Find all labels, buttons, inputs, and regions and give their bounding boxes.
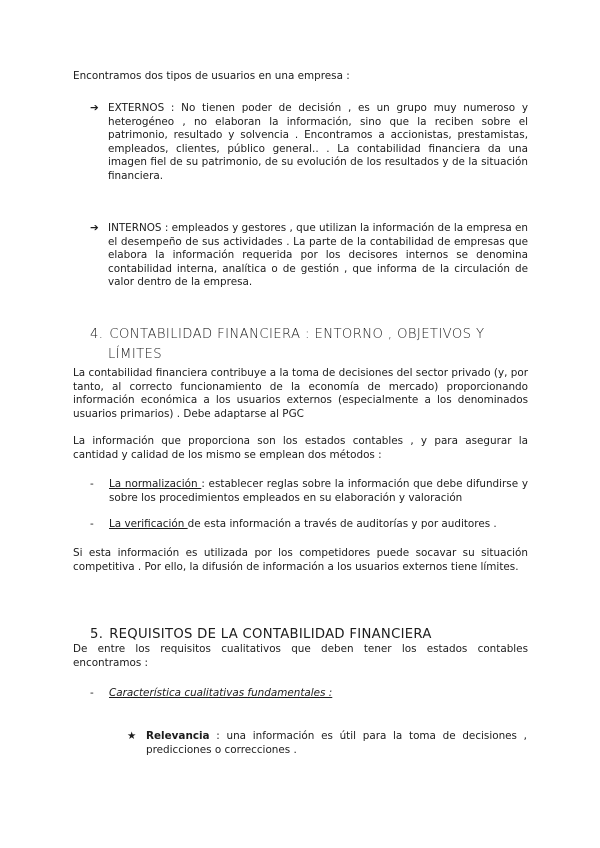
section-4-heading [90,325,530,365]
relevancia-text: : una información es útil para la toma de decisiones , predicciones o correcciones . [146,730,527,756]
section-4-paragraph-2: La información que proporciona son los estados contables , y para asegurar la cantidad y calidad de los mismo se emplean dos métodos : [73,435,528,461]
list-item-externos [90,102,528,183]
externos-description: : No tienen poder de decisión , es un grupo muy numeroso y heterogéneo , no elaboran la información, sino que la reciben sobre el patrimonio, resultado y solvencia . Encontramos a accionistas, prestamistas, empleados, clientes, público general.. . La contabilidad financiera da una imagen fiel de su patrimonio, de su evolución de los resultados y de la situación financiera. [108,102,528,182]
section-5-number: 5. [90,627,104,642]
section-5-heading [90,626,432,644]
normalizacion-text: : establecer reglas sobre la información que debe difundirse y sobre los procedimientos empleados en su elaboración y valoración [109,478,528,504]
verificacion-label: La verificación [109,518,188,530]
section-4-title-line2: LÍMITES [108,347,163,362]
section-5-paragraph-1: De entre los requisitos cualitativos que deben tener los estados contables encontramos : [73,643,528,669]
externos-label: EXTERNOS [108,102,165,114]
list-item-relevancia [127,730,527,757]
internos-label: INTERNOS [108,222,162,234]
list-item-internos [90,222,528,290]
relevancia-label: Relevancia [146,730,210,742]
normalizacion-label: La normalización [109,478,202,490]
arrow-right-icon: ➔ [90,222,99,234]
externos-text [108,102,528,183]
section-5-title: REQUISITOS DE LA CONTABILIDAD FINANCIERA [109,627,432,642]
list-item-verificacion [90,518,528,532]
intro-paragraph: Encontramos dos tipos de usuarios en una empresa : [73,70,350,82]
dash-bullet: - [90,518,94,530]
section-4-title-line1: CONTABILIDAD FINANCIERA : ENTORNO , OBJETIVOS Y [109,327,485,342]
list-item-caracteristicas [90,687,528,701]
dash-bullet: - [90,687,94,699]
verificacion-text: de esta información a través de auditorías y por auditores . [187,518,497,530]
dash-bullet: - [90,478,94,490]
section-4-paragraph-3: Si esta información es utilizada por los competidores puede socavar su situación competitiva . Por ello, la difusión de información a los usuarios externos tiene límites. [73,547,528,573]
list-item-normalizacion [90,478,528,505]
internos-description: : empleados y gestores , que utilizan la información de la empresa en el desempeño de sus actividades . La parte de la contabilidad de empresas que elabora la información requerida por los decisores internos se denomina contabilidad interna, analítica o de gestión , que informa de la circulación de valor dentro de la empresa. [108,222,528,288]
arrow-right-icon: ➔ [90,102,99,114]
section-4-number: 4. [90,327,104,342]
section-4-paragraph-1: La contabilidad financiera contribuye a la toma de decisiones del sector privado (y, por tanto, al correcto funcionamiento de la economía de mercado) proporcionando información económica a los usuarios externos (especialmente a los denominados usuarios primarios) . Debe adaptarse al PGC [73,367,528,420]
caracteristicas-subheading: Característica cualitativas fundamentales : [109,687,333,699]
star-icon: ★ [127,730,137,742]
internos-text [108,222,528,290]
